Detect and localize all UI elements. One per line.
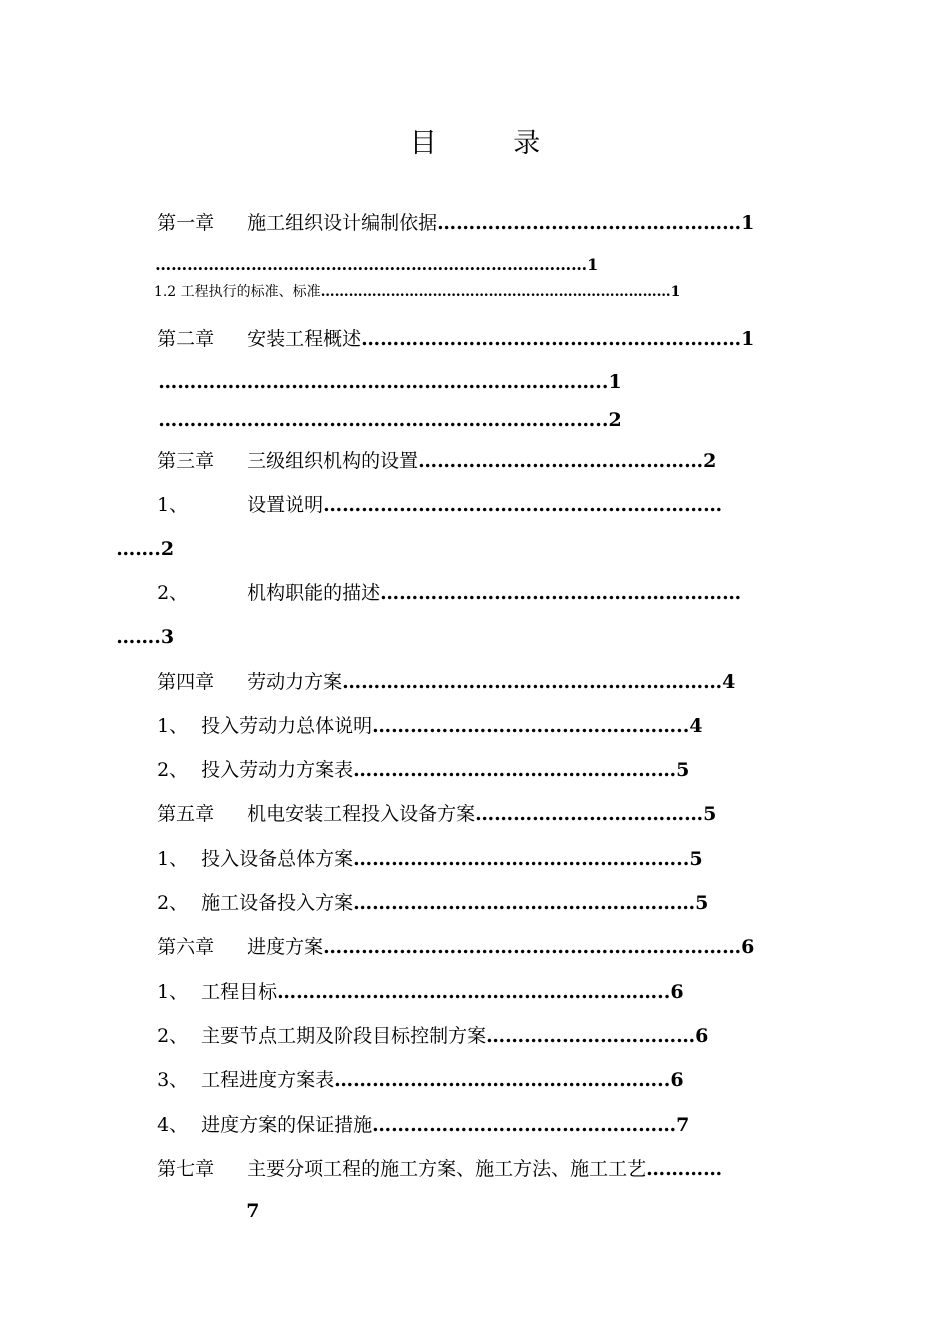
toc-entry-3-1[interactable] [145, 466, 722, 518]
toc-entry-ch7-cont[interactable] [233, 1172, 259, 1224]
toc-entry-leader: 7 [246, 1200, 260, 1222]
toc-entry-text: 进度方案 [247, 936, 324, 958]
toc-title: 目 录 [409, 128, 575, 159]
toc-entry-text: 进度方案的保证措施 [201, 1114, 373, 1136]
toc-entry-leader: ………………………………………2 [418, 450, 717, 472]
toc-entry-leader: ……………………………………………………4 [342, 671, 736, 693]
toc-entry-text: 劳动力方案 [247, 671, 343, 693]
toc-entry-label: 2、 [157, 759, 189, 781]
toc-entry-leader: ……………………………………………..5 [353, 848, 703, 870]
toc-entry-leader: …………………………………………………………………1 [320, 284, 681, 300]
toc-entry-text: 机电安装工程投入设备方案 [247, 803, 476, 825]
toc-entry-text: 投入劳动力总体说明 [201, 715, 373, 737]
toc-entry-leader: ……………………………………………..6 [334, 1069, 684, 1091]
toc-entry-label: 第一章 [157, 212, 215, 234]
toc-entry-leader: …………………………………………………………6 [323, 936, 755, 958]
toc-entry-text: 主要节点工期及阶段目标控制方案 [201, 1025, 487, 1047]
toc-entry-label: 1、 [157, 848, 189, 870]
toc-entry-leader: ………………………………………………5 [353, 892, 709, 914]
toc-entry-label: 第三章 [157, 450, 215, 472]
toc-entry-leader: …………………………………………1 [437, 212, 755, 234]
toc-entry-label: 2、 [157, 1025, 189, 1047]
toc-entry-label: 第二章 [157, 328, 215, 350]
toc-entry-text: 工程目标 [201, 981, 278, 1003]
toc-entry-leader: ………………………………………………………………………1 [155, 255, 599, 274]
toc-entry-label: 2、 [157, 582, 189, 604]
toc-entry-label: 第五章 [157, 803, 215, 825]
toc-entry-text: 1.2 工程执行的标准、标准 [153, 284, 321, 300]
toc-entry-text: 施工组织设计编制依据 [247, 212, 438, 234]
toc-entry-text: 三级组织机构的设置 [247, 450, 419, 472]
toc-entry-leader: …….3 [116, 626, 175, 648]
toc-entry-leader: ………………………………5 [475, 803, 717, 825]
toc-entry-text: 投入设备总体方案 [201, 848, 354, 870]
toc-entry-text: 设置说明 [247, 494, 324, 516]
toc-entry-text: 投入劳动力方案表 [201, 759, 354, 781]
toc-entry-leader: ……………………………………………………………..2 [158, 409, 622, 431]
toc-entry-label: 第四章 [157, 671, 215, 693]
toc-entry-leader: …………………………………………7 [372, 1114, 690, 1136]
toc-entry-label: 3、 [157, 1069, 189, 1091]
toc-entry-leader: ……………………………………………………………..1 [158, 371, 622, 393]
toc-entry-text: 机构职能的描述 [247, 582, 381, 604]
toc-entry-leader: ………… [646, 1158, 723, 1180]
toc-entry-text: 施工设备投入方案 [201, 892, 354, 914]
toc-entry-label: 1、 [157, 981, 189, 1003]
toc-entry-leader: ………………………………………………… [380, 582, 742, 604]
toc-entry-text: 主要分项工程的施工方案、施工方法、施工工艺 [247, 1158, 647, 1180]
toc-entry-label: 4、 [157, 1114, 189, 1136]
toc-entry-label: 第七章 [157, 1158, 215, 1180]
toc-entry-leader: ……………………………………………5 [353, 759, 690, 781]
toc-entry-text: 工程进度方案表 [201, 1069, 335, 1091]
toc-entry-1-2[interactable] [145, 262, 680, 302]
toc-entry-label: 第六章 [157, 936, 215, 958]
toc-entry-3-2[interactable] [145, 554, 741, 606]
toc-entry-label: 1、 [157, 494, 189, 516]
toc-entry-leader: ……………………………………………………1 [361, 328, 755, 350]
toc-entry-leader: ……………………………………………………..6 [277, 981, 684, 1003]
toc-entry-text: 安装工程概述 [247, 328, 362, 350]
toc-entry-label: 1、 [157, 715, 189, 737]
toc-entry-leader: ……………………………6 [486, 1025, 709, 1047]
toc-entry-ch7[interactable] [145, 1130, 722, 1182]
toc-entry-leader: …….2 [116, 538, 175, 560]
toc-entry-label: 2、 [157, 892, 189, 914]
toc-entry-leader: ……………………………………………………… [323, 494, 723, 516]
toc-entry-leader: …………………………………………..4 [372, 715, 703, 737]
